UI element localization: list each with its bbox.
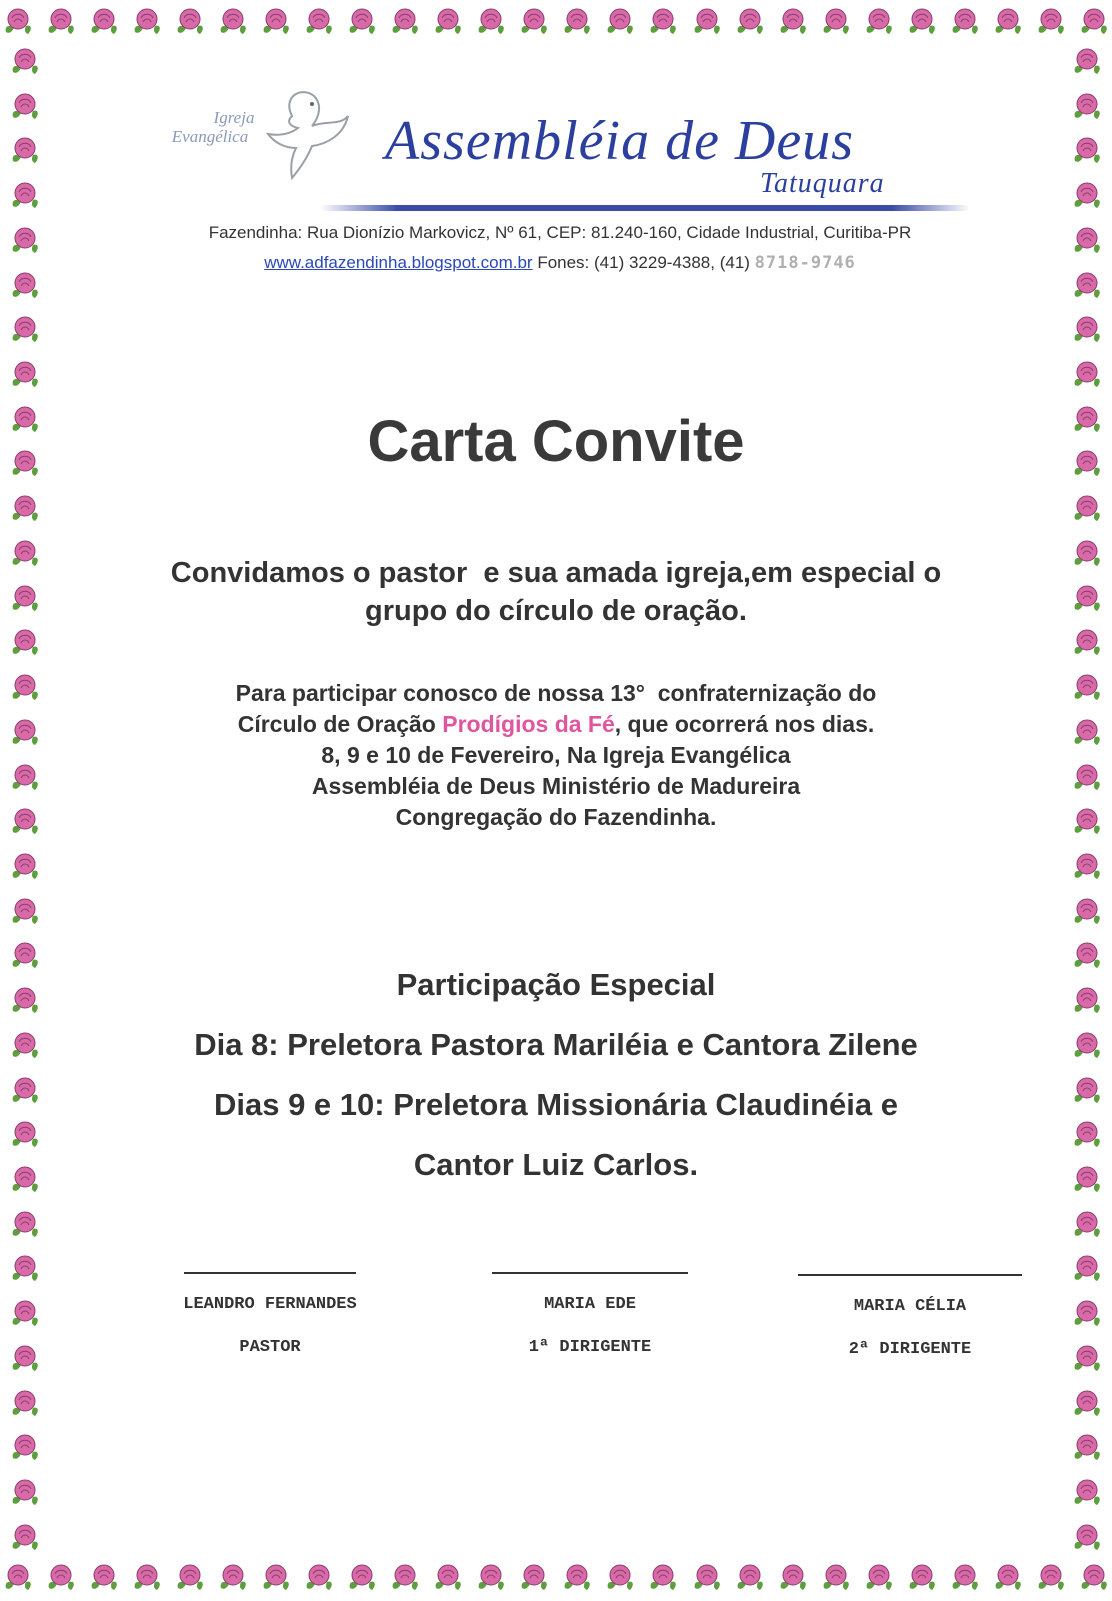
rose-icon (7, 1207, 43, 1243)
rose-icon (7, 581, 43, 617)
rose-icon (818, 4, 854, 40)
rose-icon (1069, 804, 1105, 840)
rose-icon (602, 4, 638, 40)
rose-icon (1069, 133, 1105, 169)
rose-border-right (1062, 44, 1112, 1556)
rose-icon (387, 4, 423, 40)
rose-icon (1069, 1386, 1105, 1422)
signature-second-leader (790, 1274, 1030, 1361)
invite-line-3: 8, 9 e 10 de Fevereiro, Na Igreja Evangélica (321, 742, 791, 768)
signature-role: 1ª DIRIGENTE (528, 1338, 652, 1357)
rose-icon (43, 4, 79, 40)
rose-icon (7, 1028, 43, 1064)
rose-icon (1069, 1028, 1105, 1064)
rose-icon (7, 804, 43, 840)
rose-icon (1033, 4, 1069, 40)
intro-paragraph (60, 554, 1052, 644)
rose-icon (1069, 1296, 1105, 1332)
rose-icon (7, 1475, 43, 1511)
rose-icon (129, 4, 165, 40)
rose-icon (172, 1560, 208, 1596)
rose-icon (7, 625, 43, 661)
rose-icon (7, 1073, 43, 1109)
rose-icon (645, 1560, 681, 1596)
phone-number-2: 8718-9746 (754, 253, 856, 273)
special-heading: Participação Especial (396, 967, 716, 1002)
rose-icon (7, 312, 43, 348)
rose-icon (947, 4, 983, 40)
rose-icon (947, 1560, 983, 1596)
rose-icon (1069, 536, 1105, 572)
rose-icon (7, 491, 43, 527)
rose-icon (559, 1560, 595, 1596)
contact-line (60, 252, 1060, 276)
rose-icon (990, 4, 1026, 40)
rose-icon (7, 268, 43, 304)
logo-side-line1: Igreja (213, 108, 255, 127)
church-brand-name: Assembléia de Deus (385, 110, 855, 172)
rose-icon (473, 1560, 509, 1596)
rose-icon (301, 4, 337, 40)
signature-pastor (150, 1272, 390, 1359)
rose-icon (7, 1117, 43, 1153)
rose-icon (7, 446, 43, 482)
rose-icon (7, 1341, 43, 1377)
rose-icon (1069, 446, 1105, 482)
rose-icon (7, 89, 43, 125)
rose-icon (689, 4, 725, 40)
rose-icon (1069, 715, 1105, 751)
rose-icon (7, 1251, 43, 1287)
rose-icon (732, 1560, 768, 1596)
signature-line (492, 1272, 688, 1274)
rose-icon (904, 1560, 940, 1596)
invite-paragraph (60, 678, 1052, 838)
rose-icon (1069, 581, 1105, 617)
signature-role: 2ª DIRIGENTE (848, 1340, 972, 1359)
rose-border-bottom (0, 1556, 1112, 1600)
rose-icon (1069, 938, 1105, 974)
rose-icon (7, 894, 43, 930)
signature-name: MARIA CÉLIA (853, 1297, 967, 1316)
rose-icon (215, 1560, 251, 1596)
rose-icon (86, 1560, 122, 1596)
rose-border-left (0, 44, 50, 1556)
invite-line-1: Para participar conosco de nossa 13° confraternização do (235, 680, 877, 706)
rose-icon (1069, 1207, 1105, 1243)
invite-line-2-post: , que ocorrerá nos dias. (614, 711, 875, 737)
rose-icon (0, 1560, 36, 1596)
special-days-9-10-cont: Cantor Luiz Carlos. (413, 1147, 699, 1182)
rose-icon (7, 223, 43, 259)
rose-icon (1069, 760, 1105, 796)
rose-icon (1069, 670, 1105, 706)
rose-icon (1069, 625, 1105, 661)
rose-icon (1069, 312, 1105, 348)
header-divider (320, 205, 970, 211)
rose-icon (258, 1560, 294, 1596)
rose-icon (430, 4, 466, 40)
signature-line (184, 1272, 356, 1274)
signature-role: PASTOR (239, 1338, 301, 1357)
rose-icon (1069, 894, 1105, 930)
rose-icon (7, 536, 43, 572)
rose-icon (7, 670, 43, 706)
rose-icon (775, 4, 811, 40)
rose-icon (818, 1560, 854, 1596)
rose-icon (129, 1560, 165, 1596)
rose-icon (645, 4, 681, 40)
rose-icon (861, 4, 897, 40)
intro-line-1: Convidamos o pastor e sua amada igreja,em especial o (170, 557, 942, 589)
invite-line-2 (60, 709, 1052, 740)
rose-icon (43, 1560, 79, 1596)
rose-icon (990, 1560, 1026, 1596)
rose-icon (1069, 1117, 1105, 1153)
rose-icon (7, 715, 43, 751)
rose-icon (7, 1430, 43, 1466)
rose-icon (1069, 268, 1105, 304)
rose-icon (1069, 1251, 1105, 1287)
church-address: Fazendinha: Rua Dionízio Markovicz, Nº 61, CEP: 81.240-160, Cidade Industrial, Curitiba-PR (208, 223, 912, 242)
invite-line-4: Assembléia de Deus Ministério de Madureira (311, 773, 801, 799)
church-logo-text (150, 108, 270, 152)
rose-icon (430, 1560, 466, 1596)
rose-icon (1069, 223, 1105, 259)
rose-icon (344, 1560, 380, 1596)
special-day-8: Dia 8: Preletora Pastora Mariléia e Cantora Zilene (194, 1027, 918, 1062)
invite-line-5: Congregação do Fazendinha. (395, 804, 717, 830)
rose-icon (732, 4, 768, 40)
rose-icon (86, 4, 122, 40)
rose-icon (861, 1560, 897, 1596)
rose-icon (7, 1162, 43, 1198)
rose-icon (7, 983, 43, 1019)
rose-icon (904, 4, 940, 40)
rose-icon (0, 4, 36, 40)
signature-name: MARIA EDE (544, 1295, 636, 1314)
rose-icon (301, 1560, 337, 1596)
phones-label: Fones: (41) 3229-4388, (41) (537, 253, 750, 272)
rose-icon (7, 760, 43, 796)
rose-icon (1076, 1560, 1112, 1596)
rose-icon (1069, 491, 1105, 527)
rose-icon (1069, 1520, 1105, 1556)
rose-icon (7, 402, 43, 438)
rose-icon (7, 1296, 43, 1332)
signature-line (798, 1274, 1022, 1276)
rose-icon (7, 178, 43, 214)
rose-icon (7, 1520, 43, 1556)
rose-icon (7, 849, 43, 885)
church-brand-subtitle: Tatuquara (760, 168, 885, 199)
special-participation (60, 955, 1052, 1182)
special-days-9-10: Dias 9 e 10: Preletora Missionária Claudinéia e (213, 1087, 898, 1122)
rose-icon (473, 4, 509, 40)
signature-name: LEANDRO FERNANDES (183, 1295, 357, 1314)
rose-icon (1076, 4, 1112, 40)
invite-line-2-pre: Círculo de Oração (237, 711, 443, 737)
rose-icon (1069, 89, 1105, 125)
website-link[interactable]: www.adfazendinha.blogspot.com.br (264, 253, 533, 272)
rose-icon (1069, 849, 1105, 885)
rose-icon (1069, 1341, 1105, 1377)
rose-icon (1069, 357, 1105, 393)
rose-icon (516, 1560, 552, 1596)
rose-icon (7, 1386, 43, 1422)
group-name-highlight: Prodígios da Fé (442, 711, 615, 737)
signature-first-leader (470, 1272, 710, 1359)
rose-icon (1069, 1162, 1105, 1198)
rose-icon (1069, 1430, 1105, 1466)
rose-icon (1069, 1073, 1105, 1109)
rose-icon (258, 4, 294, 40)
dove-icon (262, 86, 354, 186)
rose-icon (7, 133, 43, 169)
rose-icon (7, 938, 43, 974)
rose-icon (1069, 983, 1105, 1019)
rose-icon (172, 4, 208, 40)
rose-icon (387, 1560, 423, 1596)
rose-icon (559, 4, 595, 40)
rose-icon (1069, 402, 1105, 438)
rose-icon (7, 357, 43, 393)
intro-line-2: grupo do círculo de oração. (365, 595, 747, 627)
rose-border-top (0, 0, 1112, 44)
rose-icon (1069, 44, 1105, 80)
rose-icon (1069, 1475, 1105, 1511)
rose-icon (7, 44, 43, 80)
rose-icon (775, 1560, 811, 1596)
page-title: Carta Convite (367, 409, 745, 474)
rose-icon (602, 1560, 638, 1596)
rose-icon (344, 4, 380, 40)
rose-icon (689, 1560, 725, 1596)
rose-icon (1069, 178, 1105, 214)
rose-icon (516, 4, 552, 40)
rose-icon (215, 4, 251, 40)
rose-icon (1033, 1560, 1069, 1596)
logo-side-line2: Evangélica (171, 127, 249, 146)
